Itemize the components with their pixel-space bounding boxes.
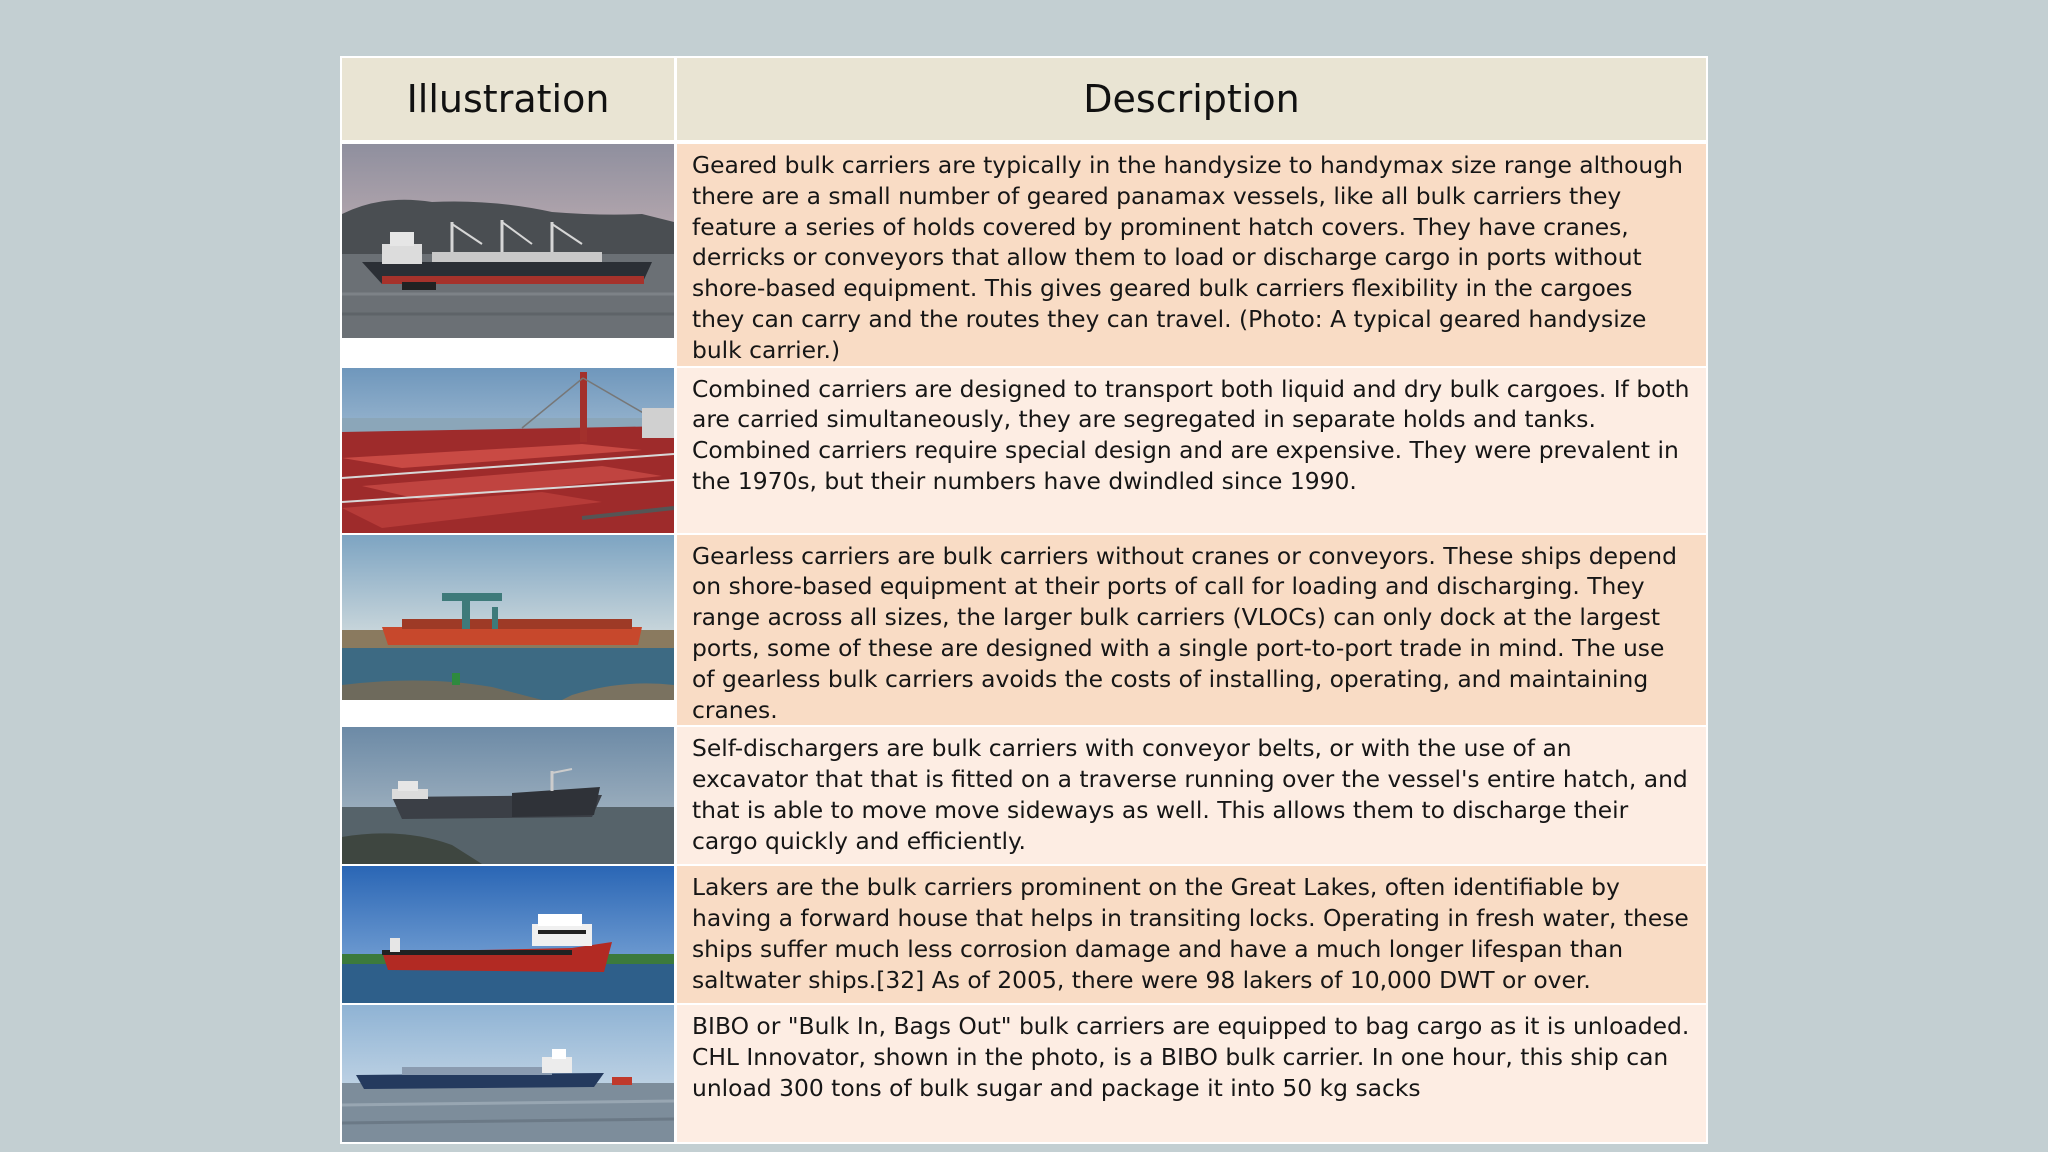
header-description: Description (677, 58, 1706, 144)
description-cell: Gearless carriers are bulk carriers without cranes or conveyors. These ships depend on shore-based equipment at their ports of call for loading and discharging. They range across all sizes, the larger bulk carriers (VLOCs) can only dock at the largest ports, some of these are designed with a single port-to-port trade in mind. The use of gearless bulk carriers avoids the costs of installing, operating, and maintaining cranes. (677, 535, 1706, 728)
combined-carrier-deck-photo (342, 368, 674, 533)
table-row (342, 144, 1706, 368)
description-cell: BIBO or "Bulk In, Bags Out" bulk carriers are equipped to bag cargo as it is unloaded. CHL Innovator, shown in the photo, is a BIBO bulk carrier. In one hour, this ship can unload 300 tons of bulk sugar and package it into 50 kg sacks (677, 1005, 1706, 1142)
description-cell: Combined carriers are designed to transport both liquid and dry bulk cargoes. If both are carried simultaneously, they are segregated in separate holds and tanks. Combined carriers require special design and are expensive. They were prevalent in the 1970s, but their numbers have dwindled since 1990. (677, 368, 1706, 535)
table-row (342, 368, 1706, 535)
laker-photo (342, 866, 674, 1003)
header-illustration: Illustration (342, 58, 677, 144)
header-row (342, 58, 1706, 144)
bulk-carrier-types-table (340, 56, 1708, 1144)
bibo-carrier-photo (342, 1005, 674, 1142)
geared-bulk-carrier-photo (342, 144, 674, 338)
description-cell: Lakers are the bulk carriers prominent on the Great Lakes, often identifiable by having a forward house that helps in transiting locks. Operating in fresh water, these ships suffer much less corrosion damage and have a much longer lifespan than saltwater ships.[32] As of 2005, there were 98 lakers of 10,000 DWT or over. (677, 866, 1706, 1005)
table-row (342, 1005, 1706, 1142)
description-cell: Geared bulk carriers are typically in the handysize to handymax size range although there are a small number of geared panamax vessels, like all bulk carriers they feature a series of holds covered by prominent hatch covers. They have cranes, derricks or conveyors that allow them to load or discharge cargo in ports without shore-based equipment. This gives geared bulk carriers flexibility in the cargoes they can carry and the routes they can travel. (Photo: A typical geared handysize bulk carrier.) (677, 144, 1706, 368)
table-row (342, 535, 1706, 728)
table-row (342, 727, 1706, 866)
table-row (342, 866, 1706, 1005)
self-discharger-photo (342, 727, 674, 864)
gearless-carrier-photo (342, 535, 674, 700)
description-cell: Self-dischargers are bulk carriers with conveyor belts, or with the use of an excavator that that is fitted on a traverse running over the vessel's entire hatch, and that is able to move move sideways as well. This allows them to discharge their cargo quickly and efficiently. (677, 727, 1706, 866)
